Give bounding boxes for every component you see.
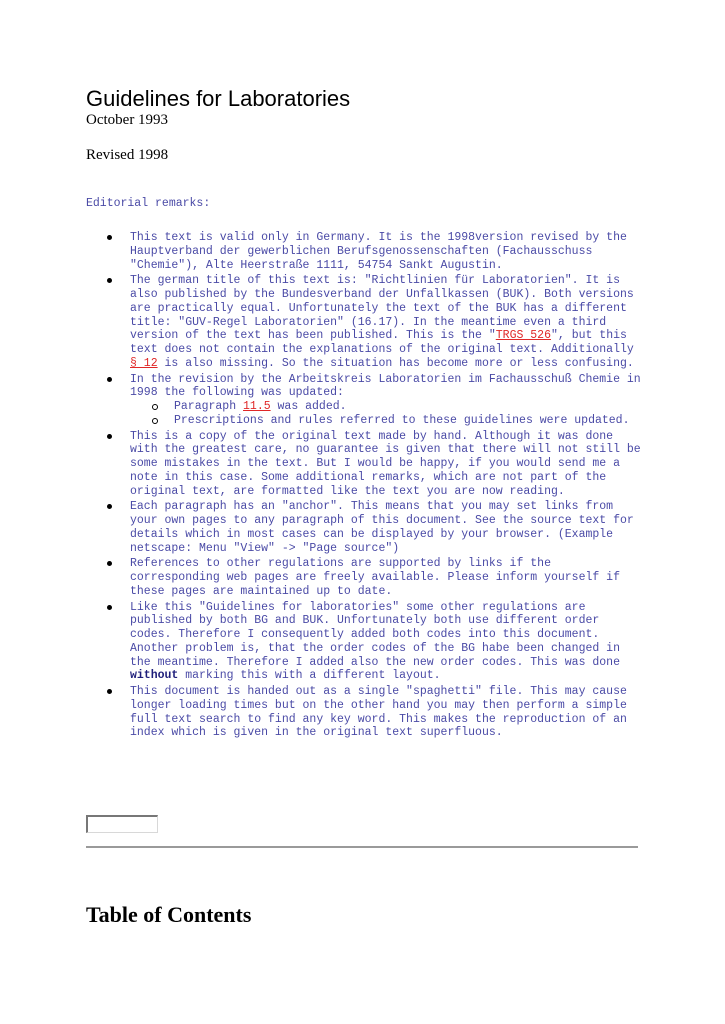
- revision-note: Revised 1998: [86, 147, 169, 163]
- editorial-remarks-heading: Editorial remarks:: [86, 197, 211, 210]
- paragraph-11-5-link[interactable]: 11.5: [243, 400, 271, 413]
- remark-item-validity: [130, 231, 641, 272]
- revision-sublist: [130, 400, 641, 428]
- editorial-remarks-list: [86, 231, 641, 742]
- remark-item-german-title: [130, 274, 641, 370]
- sublist-item-prescriptions: [174, 414, 641, 428]
- remark-text: This document is handed out as a single "spaghetti" file. This may cause longer loading times but on the other hand you may then perform a simple full text search to find any key word. This makes the reproduction of an index which is given in the original text superfluous.: [130, 685, 627, 740]
- remark-text: Paragraph: [174, 400, 244, 413]
- remark-item-revision: [130, 373, 641, 428]
- trgs-526-link[interactable]: TRGS 526: [495, 329, 551, 343]
- emphasis-without: without: [130, 669, 179, 683]
- remark-text: Like this "Guidelines for laboratories" some other regulations are published by both BG and BUK. Unfortunately both use different order codes. Therefore I consequently added both codes into this document. Another problem is, that the order codes of the BG habe been changed in the meantime. Therefore I added also the new order codes. This was done: [130, 600, 620, 669]
- remark-text: This text is valid only in Germany. It is the 1998version revised by the Hauptverband der gewerblichen Berufsgenossenschaften (Fachausschuss "Chemie"), Alte Heerstraße 1111, 54754 Sankt Augustin.: [130, 231, 627, 272]
- table-of-contents-heading: Table of Contents: [86, 902, 252, 927]
- remark-text: marking this with a different layout.: [178, 669, 441, 683]
- remark-text: ", but this text does not contain the explanations of the original text. Additionally: [130, 329, 634, 356]
- section-12-link[interactable]: § 12: [130, 356, 158, 370]
- remark-item-anchors: [130, 500, 641, 555]
- remark-item-references: [130, 557, 641, 598]
- remark-item-copy-notice: [130, 430, 641, 499]
- empty-form-field[interactable]: [86, 815, 158, 833]
- publication-date: October 1993: [86, 112, 169, 128]
- remark-item-order-codes: [130, 601, 641, 684]
- remark-text: The german title of this text is: "Richtlinien für Laboratorien". It is also published by the Bundesverband der Unfallkassen (BUK). Both versions are practically equal. Unfortunately the text of the BUK has a different title: "GUV-Regel Laboratorien" (16.17). In the meantime even a third version of the text has been published. This is the ": [130, 274, 634, 343]
- remark-text: This is a copy of the original text made by hand. Although it was done with the greatest care, no guarantee is given that there will not still be some mistakes in the text. But I would be happy, if you would send me a note in this case. Some additional remarks, which are not part of the original text, are formatted like the text you are now reading.: [130, 429, 641, 498]
- remark-text: Prescriptions and rules referred to these guidelines were updated.: [174, 413, 630, 427]
- horizontal-divider: [86, 846, 638, 848]
- remark-text: was added.: [270, 400, 347, 413]
- page-title: Guidelines for Laboratories: [86, 86, 351, 111]
- remark-text: In the revision by the Arbeitskreis Laboratorien im Fachausschuß Chemie in 1998 the following was updated:: [130, 372, 641, 400]
- sublist-item-paragraph: [174, 400, 641, 414]
- remark-text: Each paragraph has an "anchor". This means that you may set links from your own pages to any paragraph of this document. See the source text for details which in most cases can be displayed by your browser. (Example netscape: Menu "View" -> "Page source"): [130, 500, 634, 555]
- remark-item-spaghetti-file: [130, 685, 641, 740]
- remark-text: is also missing. So the situation has become more or less confusing.: [157, 356, 634, 370]
- remark-text: References to other regulations are supported by links if the corresponding web pages are freely available. Please inform yourself if these pages are maintained up to date.: [130, 557, 620, 598]
